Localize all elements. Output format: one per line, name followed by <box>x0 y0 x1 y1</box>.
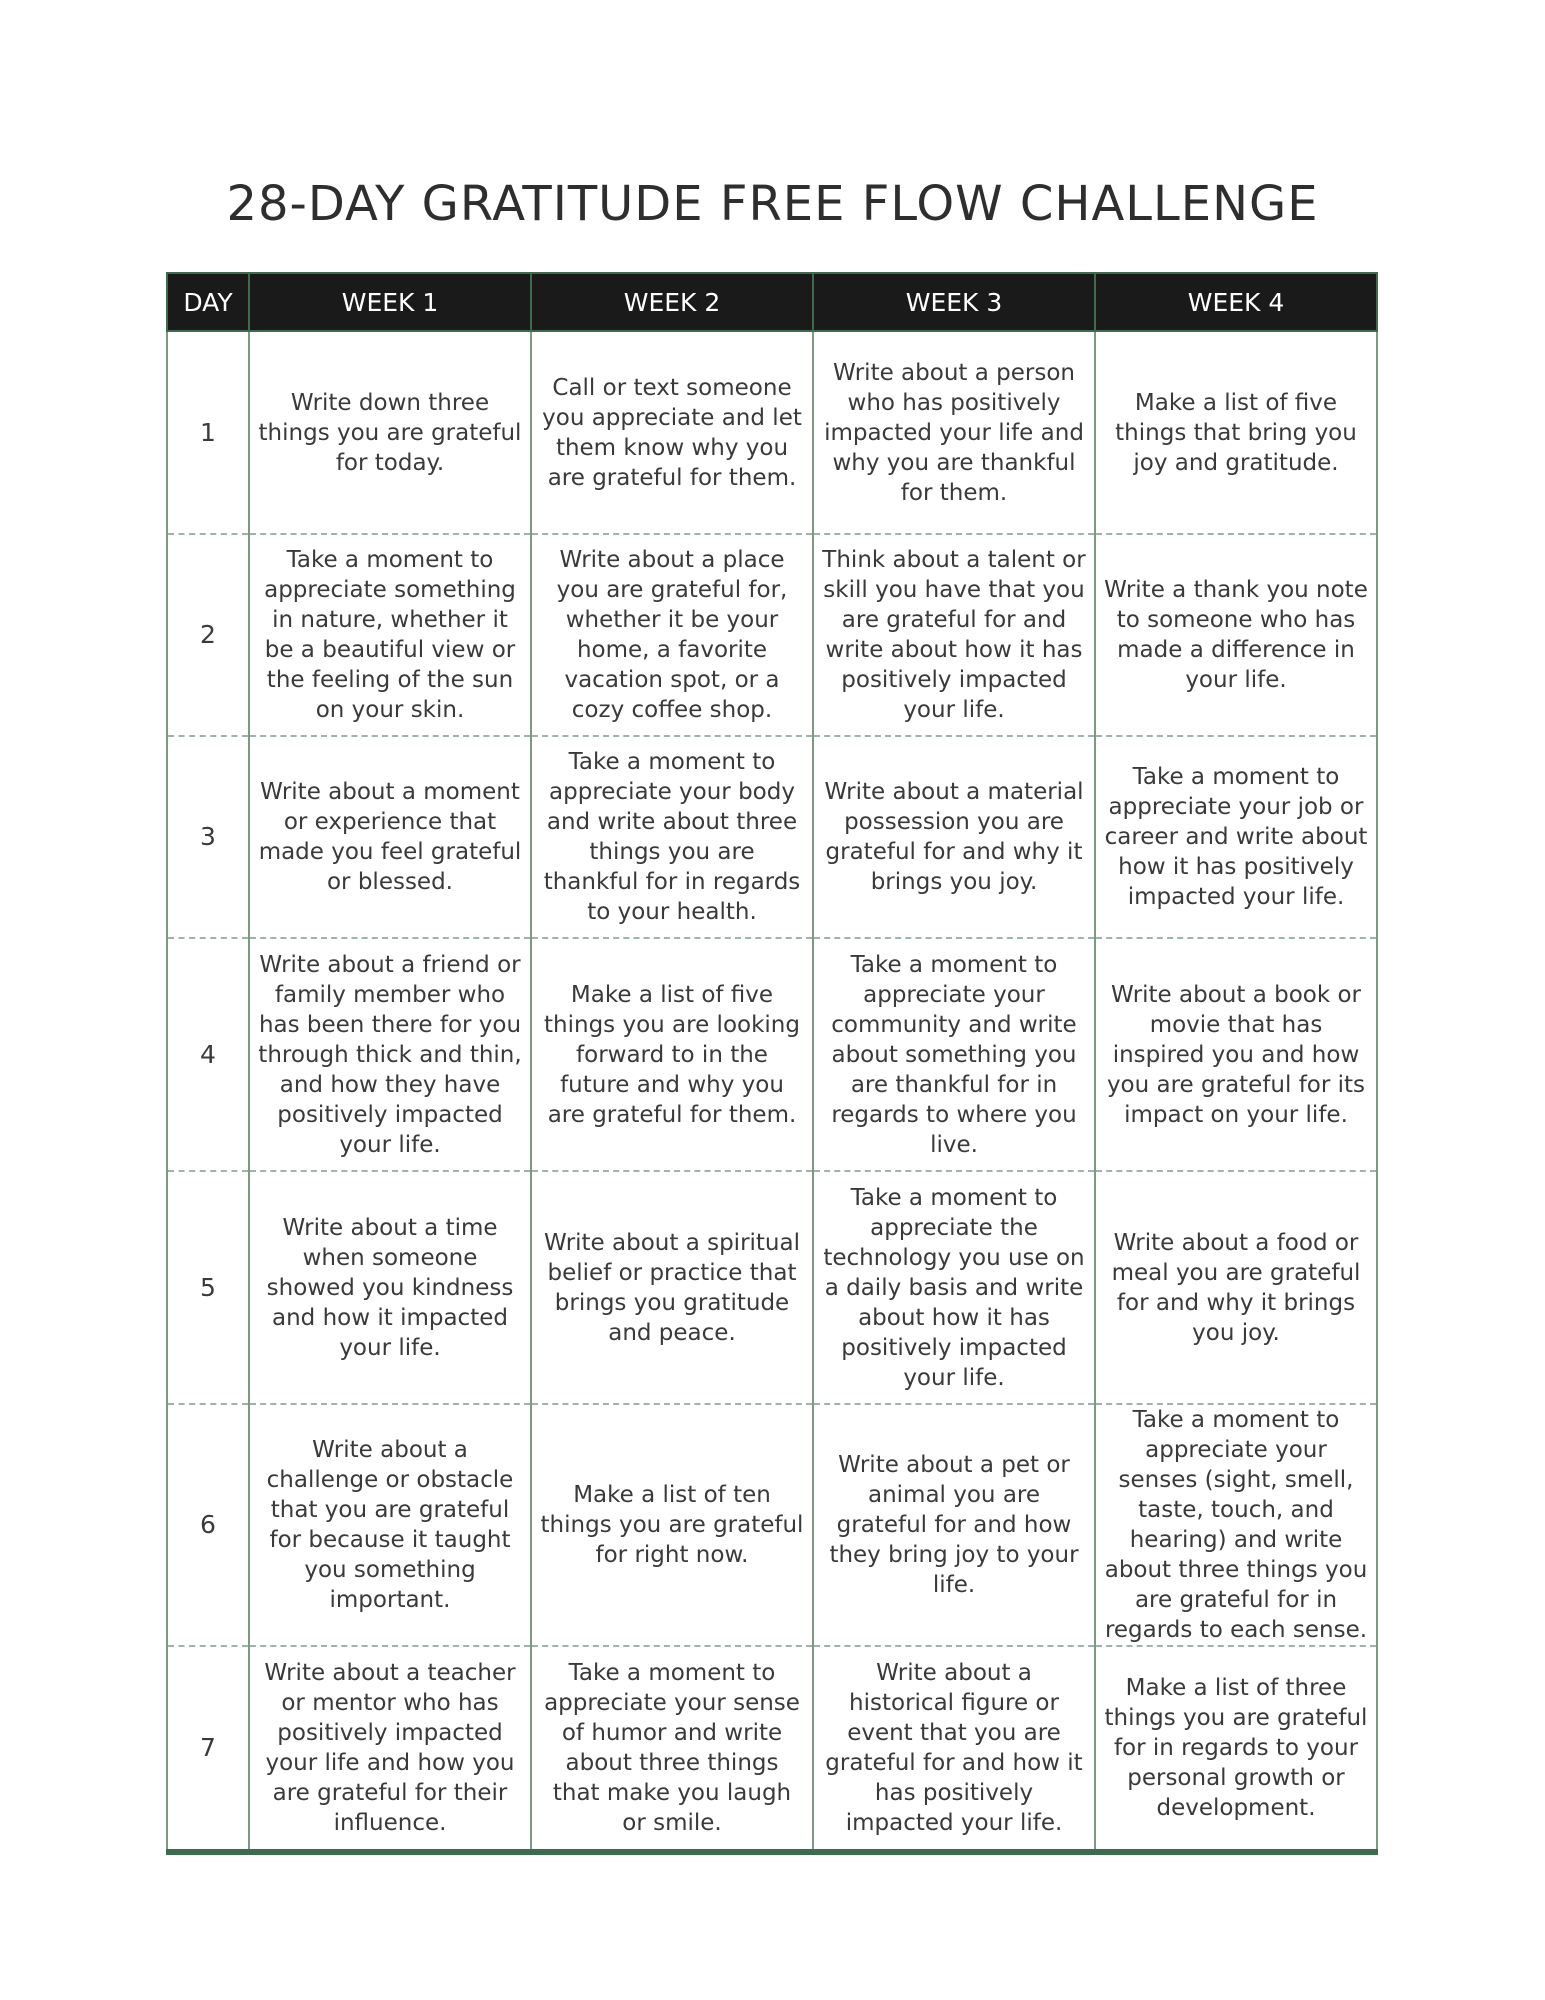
prompt-cell: Make a list of five things that bring you joy and gratitude. <box>1095 331 1377 534</box>
prompt-cell: Take a moment to appreciate your community and write about something you are thankful for in regards to where you live. <box>813 938 1095 1171</box>
table-row <box>167 736 1377 938</box>
day-number: 4 <box>167 938 249 1171</box>
table-row <box>167 1646 1377 1852</box>
day-number: 2 <box>167 534 249 736</box>
prompt-cell: Make a list of ten things you are grateful for right now. <box>531 1404 813 1646</box>
prompt-cell: Write about a spiritual belief or practice that brings you gratitude and peace. <box>531 1171 813 1404</box>
prompt-cell: Write a thank you note to someone who has made a difference in your life. <box>1095 534 1377 736</box>
prompt-cell: Write about a time when someone showed you kindness and how it impacted your life. <box>249 1171 531 1404</box>
prompt-cell: Write down three things you are grateful for today. <box>249 331 531 534</box>
page-title: 28-DAY GRATITUDE FREE FLOW CHALLENGE <box>226 176 1319 232</box>
prompt-cell: Write about a challenge or obstacle that you are grateful for because it taught you something important. <box>249 1404 531 1646</box>
prompt-cell: Write about a moment or experience that made you feel grateful or blessed. <box>249 736 531 938</box>
challenge-table <box>166 272 1378 1855</box>
prompt-cell: Take a moment to appreciate your sense of humor and write about three things that make you laugh or smile. <box>531 1646 813 1852</box>
header-week-4: WEEK 4 <box>1095 273 1377 331</box>
prompt-cell: Take a moment to appreciate the technology you use on a daily basis and write about how it has positively impacted your life. <box>813 1171 1095 1404</box>
day-number: 3 <box>167 736 249 938</box>
prompt-cell: Write about a food or meal you are grateful for and why it brings you joy. <box>1095 1171 1377 1404</box>
table-row <box>167 331 1377 534</box>
table-row <box>167 1404 1377 1646</box>
prompt-cell: Make a list of three things you are grateful for in regards to your personal growth or development. <box>1095 1646 1377 1852</box>
prompt-cell: Write about a friend or family member who has been there for you through thick and thin, and how they have positively impacted your life. <box>249 938 531 1171</box>
prompt-cell: Think about a talent or skill you have that you are grateful for and write about how it has positively impacted your life. <box>813 534 1095 736</box>
prompt-cell: Write about a book or movie that has inspired you and how you are grateful for its impact on your life. <box>1095 938 1377 1171</box>
table-row <box>167 534 1377 736</box>
day-number: 7 <box>167 1646 249 1852</box>
prompt-cell: Make a list of five things you are looking forward to in the future and why you are grateful for them. <box>531 938 813 1171</box>
table-row <box>167 938 1377 1171</box>
prompt-cell: Take a moment to appreciate your body and write about three things you are thankful for in regards to your health. <box>531 736 813 938</box>
table-row <box>167 1171 1377 1404</box>
prompt-cell: Take a moment to appreciate your job or career and write about how it has positively impacted your life. <box>1095 736 1377 938</box>
prompt-cell: Take a moment to appreciate your senses (sight, smell, taste, touch, and hearing) and write about three things you are grateful for in regards to each sense. <box>1095 1404 1377 1646</box>
day-number: 1 <box>167 331 249 534</box>
prompt-cell: Write about a teacher or mentor who has positively impacted your life and how you are grateful for their influence. <box>249 1646 531 1852</box>
prompt-cell: Write about a person who has positively impacted your life and why you are thankful for them. <box>813 331 1095 534</box>
table-body <box>167 331 1377 1852</box>
header-day: DAY <box>167 273 249 331</box>
prompt-cell: Call or text someone you appreciate and let them know why you are grateful for them. <box>531 331 813 534</box>
prompt-cell: Write about a pet or animal you are grateful for and how they bring joy to your life. <box>813 1404 1095 1646</box>
header-week-3: WEEK 3 <box>813 273 1095 331</box>
prompt-cell: Write about a place you are grateful for, whether it be your home, a favorite vacation spot, or a cozy coffee shop. <box>531 534 813 736</box>
table-header <box>167 273 1377 331</box>
header-week-2: WEEK 2 <box>531 273 813 331</box>
day-number: 5 <box>167 1171 249 1404</box>
prompt-cell: Write about a material possession you are grateful for and why it brings you joy. <box>813 736 1095 938</box>
prompt-cell: Write about a historical figure or event that you are grateful for and how it has positively impacted your life. <box>813 1646 1095 1852</box>
prompt-cell: Take a moment to appreciate something in nature, whether it be a beautiful view or the feeling of the sun on your skin. <box>249 534 531 736</box>
header-week-1: WEEK 1 <box>249 273 531 331</box>
header-row <box>167 273 1377 331</box>
day-number: 6 <box>167 1404 249 1646</box>
